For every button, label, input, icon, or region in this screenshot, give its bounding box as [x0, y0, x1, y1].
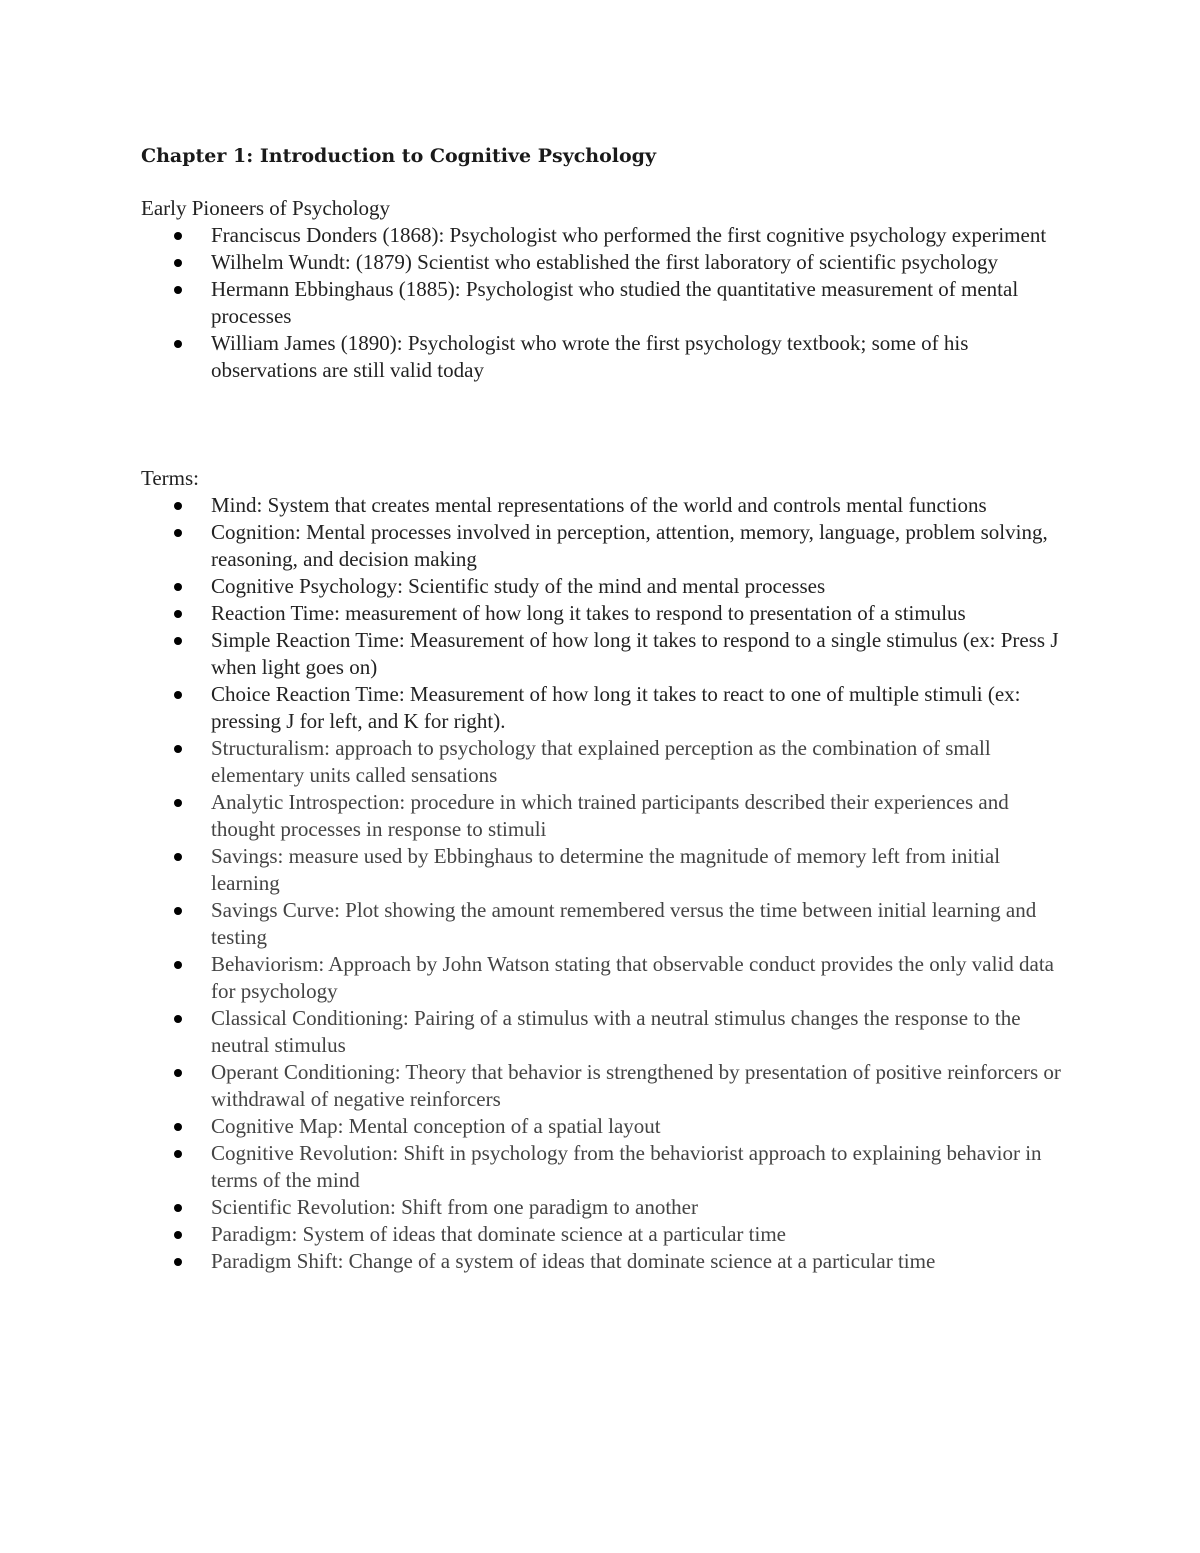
bullet-icon: [174, 583, 182, 591]
list-item: [211, 222, 1071, 249]
list-item-text: Scientific Revolution: Shift from one paradigm to another: [211, 1195, 698, 1219]
list-item-text: William James (1890): Psychologist who wrote the first psychology textbook; some of his observations are still valid today: [211, 331, 969, 382]
list-item-text: Choice Reaction Time: Measurement of how long it takes to react to one of multiple stimuli (ex: pressing J for left, and K for right).: [211, 682, 1021, 733]
list-item-text: Paradigm: System of ideas that dominate science at a particular time: [211, 1222, 786, 1246]
bullet-icon: [174, 610, 182, 618]
list-item-text: Simple Reaction Time: Measurement of how long it takes to respond to a single stimulus (ex: Press J when light goes on): [211, 628, 1059, 679]
list-item-text: Cognitive Revolution: Shift in psychology from the behaviorist approach to explaining behavior in terms of the mind: [211, 1141, 1042, 1192]
list-item: [211, 681, 1071, 735]
list-item-text: Wilhelm Wundt: (1879) Scientist who established the first laboratory of scientific psychology: [211, 250, 999, 274]
list-item: [211, 249, 1071, 276]
bullet-icon: [174, 529, 182, 537]
bullet-icon: [174, 340, 182, 348]
list-item: [211, 330, 1071, 384]
section-spacer: [141, 384, 1071, 465]
list-item: [211, 897, 1071, 951]
list-item: [211, 1059, 1071, 1113]
list-item: [211, 1221, 1071, 1248]
bullet-icon: [174, 961, 182, 969]
bullet-icon: [174, 1150, 182, 1158]
bullet-icon: [174, 1204, 182, 1212]
list-item: [211, 789, 1071, 843]
pioneers-heading: Early Pioneers of Psychology: [141, 196, 391, 220]
list-item-text: Cognition: Mental processes involved in perception, attention, memory, language, problem solving, reasoning, and decision making: [211, 520, 1048, 571]
list-item: [211, 627, 1071, 681]
list-item: [211, 519, 1071, 573]
list-item-text: Savings: measure used by Ebbinghaus to determine the magnitude of memory left from initial learning: [211, 844, 1001, 895]
bullet-icon: [174, 502, 182, 510]
list-item-text: Reaction Time: measurement of how long it takes to respond to presentation of a stimulus: [211, 601, 966, 625]
bullet-icon: [174, 745, 182, 753]
list-item-text: Cognitive Map: Mental conception of a spatial layout: [211, 1114, 661, 1138]
bullet-icon: [174, 1069, 182, 1077]
bullet-icon: [174, 1015, 182, 1023]
list-item-text: Savings Curve: Plot showing the amount remembered versus the time between initial learning and testing: [211, 898, 1037, 949]
list-item: [211, 735, 1071, 789]
bullet-icon: [174, 1231, 182, 1239]
list-item-text: Analytic Introspection: procedure in which trained participants described their experiences and thought processes in response to stimuli: [211, 790, 1009, 841]
list-item-text: Behaviorism: Approach by John Watson stating that observable conduct provides the only valid data for psychology: [211, 952, 1055, 1003]
bullet-icon: [174, 799, 182, 807]
list-item: [211, 1113, 1071, 1140]
list-item-text: Paradigm Shift: Change of a system of ideas that dominate science at a particular time: [211, 1249, 936, 1273]
bullet-icon: [174, 1123, 182, 1131]
list-item-text: Cognitive Psychology: Scientific study of the mind and mental processes: [211, 574, 826, 598]
list-item-text: Hermann Ebbinghaus (1885): Psychologist who studied the quantitative measurement of mental processes: [211, 277, 1019, 328]
list-item-text: Operant Conditioning: Theory that behavior is strengthened by presentation of positive reinforcers or withdrawal of negative reinforcers: [211, 1060, 1061, 1111]
list-item: [211, 276, 1071, 330]
list-item: [211, 1194, 1071, 1221]
document-content: [141, 141, 1071, 1275]
list-item: [211, 1140, 1071, 1194]
bullet-icon: [174, 853, 182, 861]
list-item: [211, 492, 1071, 519]
terms-heading: Terms:: [141, 466, 200, 490]
bullet-icon: [174, 1258, 182, 1266]
list-item-text: Structuralism: approach to psychology that explained perception as the combination of small elementary units called sensations: [211, 736, 991, 787]
list-item: [211, 573, 1071, 600]
bullet-icon: [174, 637, 182, 645]
terms-list: [141, 492, 1071, 1275]
pioneers-list: [141, 222, 1071, 384]
bullet-icon: [174, 907, 182, 915]
list-item-text: Classical Conditioning: Pairing of a stimulus with a neutral stimulus changes the response to the neutral stimulus: [211, 1006, 1021, 1057]
list-item: [211, 951, 1071, 1005]
page-title: Chapter 1: Introduction to Cognitive Psychology: [141, 145, 657, 167]
bullet-icon: [174, 286, 182, 294]
list-item-text: Mind: System that creates mental representations of the world and controls mental functions: [211, 493, 987, 517]
bullet-icon: [174, 232, 182, 240]
list-item-text: Franciscus Donders (1868): Psychologist who performed the first cognitive psychology experiment: [211, 223, 1047, 247]
bullet-icon: [174, 259, 182, 267]
list-item: [211, 1005, 1071, 1059]
list-item: [211, 1248, 1071, 1275]
bullet-icon: [174, 691, 182, 699]
list-item: [211, 843, 1071, 897]
list-item: [211, 600, 1071, 627]
